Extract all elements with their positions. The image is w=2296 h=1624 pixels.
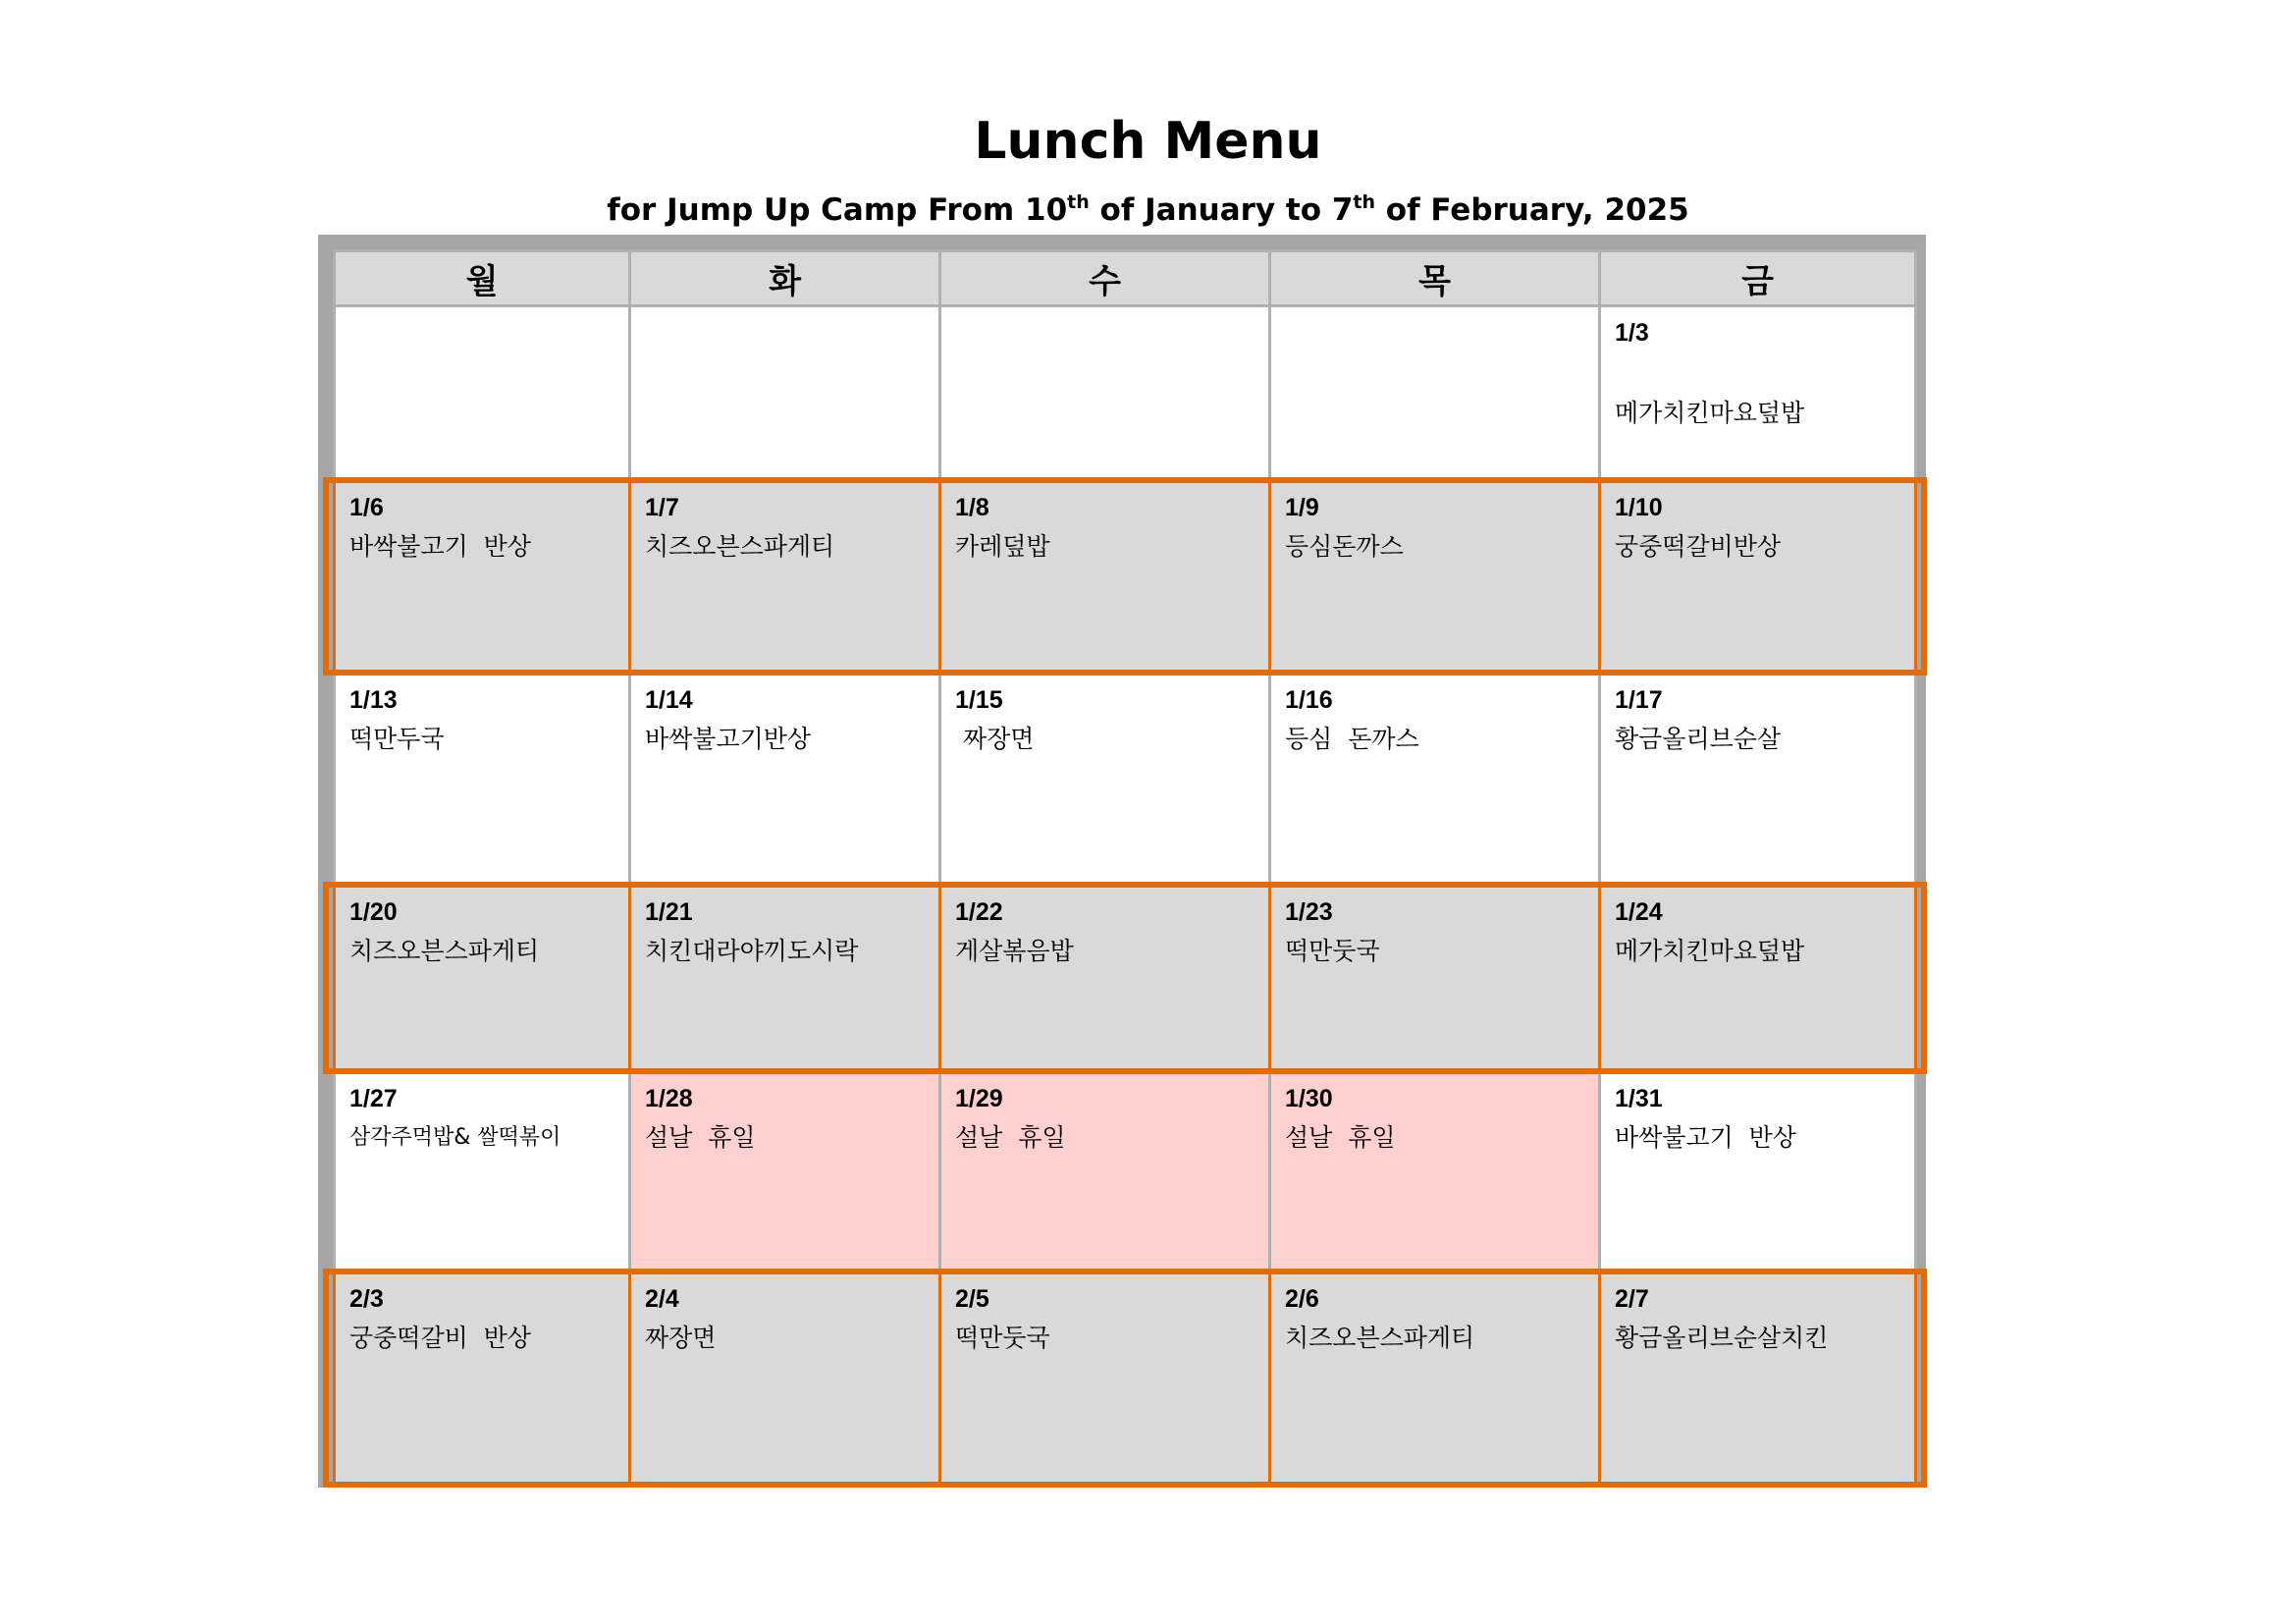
day-cell [940, 1272, 1270, 1485]
weekday-header-tue: 화 [630, 251, 940, 306]
subtitle-sup-2: th [1353, 191, 1376, 213]
day-date: 1/22 [955, 898, 1003, 926]
day-cell [940, 886, 1270, 1072]
day-meal: 떡만둣국 [955, 1324, 1050, 1352]
week-row-3 [335, 674, 1916, 886]
day-date: 1/7 [645, 494, 679, 521]
day-meal: 설날 휴일 [1285, 1123, 1396, 1152]
subtitle-middle: of January to 7 [1089, 192, 1354, 228]
week-row-1 [335, 306, 1916, 481]
weekday-header-thu: 목 [1270, 251, 1600, 306]
day-meal: 치킨대라야끼도시락 [645, 937, 859, 965]
day-date: 1/27 [349, 1085, 398, 1112]
day-meal: 설날 휴일 [645, 1123, 756, 1152]
holiday-cell [1270, 1072, 1600, 1272]
day-date: 1/29 [955, 1085, 1003, 1112]
day-meal: 짜장면 [645, 1324, 717, 1352]
day-date: 1/13 [349, 686, 398, 714]
day-cell [1270, 674, 1600, 886]
lunch-calendar-table [333, 249, 1917, 1486]
day-cell [1600, 306, 1916, 481]
day-meal: 바싹불고기 반상 [1615, 1123, 1796, 1152]
day-date: 1/14 [645, 686, 693, 714]
subtitle-prefix: for Jump Up Camp From 10 [607, 192, 1068, 228]
day-date: 1/20 [349, 898, 398, 926]
day-cell [940, 674, 1270, 886]
week-row-4 [335, 886, 1916, 1072]
day-meal: 궁중떡갈비 반상 [349, 1324, 531, 1352]
day-cell [1270, 306, 1600, 481]
day-date: 1/17 [1615, 686, 1663, 714]
day-date: 1/30 [1285, 1085, 1333, 1112]
day-meal: 황금올리브순살 [1615, 725, 1782, 753]
day-date: 1/10 [1615, 494, 1663, 521]
week-row-2 [335, 481, 1916, 674]
day-cell [335, 1272, 630, 1485]
day-date: 2/7 [1615, 1285, 1649, 1313]
day-meal: 황금올리브순살치킨 [1615, 1324, 1829, 1352]
week-row-5 [335, 1072, 1916, 1272]
day-date: 1/9 [1285, 494, 1319, 521]
day-date: 2/6 [1285, 1285, 1319, 1313]
day-date: 1/8 [955, 494, 989, 521]
day-cell [1600, 1072, 1916, 1272]
weekday-header-wed: 수 [940, 251, 1270, 306]
day-date: 1/16 [1285, 686, 1333, 714]
day-cell [630, 674, 940, 886]
day-date: 2/3 [349, 1285, 384, 1313]
day-cell [1270, 481, 1600, 674]
day-meal: 바싹불고기반상 [645, 725, 812, 753]
page-title: Lunch Menu [974, 112, 1322, 171]
subtitle-sup-1: th [1067, 191, 1090, 213]
day-meal: 카레덮밥 [955, 532, 1050, 561]
day-cell [630, 1272, 940, 1485]
day-meal: 메가치킨마요덮밥 [1615, 399, 1805, 427]
weekday-header-row [335, 251, 1916, 306]
day-date: 1/28 [645, 1085, 693, 1112]
day-cell [1600, 674, 1916, 886]
week-row-6 [335, 1272, 1916, 1485]
day-date: 2/5 [955, 1285, 989, 1313]
day-date: 1/21 [645, 898, 693, 926]
day-date: 1/6 [349, 494, 384, 521]
day-cell [335, 674, 630, 886]
day-cell [940, 306, 1270, 481]
day-cell [1600, 481, 1916, 674]
day-meal: 궁중떡갈비반상 [1615, 532, 1782, 561]
day-meal: 설날 휴일 [955, 1123, 1066, 1152]
day-date: 1/31 [1615, 1085, 1663, 1112]
day-cell [630, 886, 940, 1072]
day-cell [335, 886, 630, 1072]
day-cell [1270, 1272, 1600, 1485]
day-cell [1270, 886, 1600, 1072]
day-cell [335, 306, 630, 481]
day-meal: 게살볶음밥 [955, 937, 1074, 965]
holiday-cell [630, 1072, 940, 1272]
day-cell [630, 306, 940, 481]
day-meal: 등심 돈까스 [1285, 725, 1419, 753]
weekday-header-mon: 월 [335, 251, 630, 306]
day-cell [940, 481, 1270, 674]
holiday-cell [940, 1072, 1270, 1272]
day-cell [1600, 1272, 1916, 1485]
day-meal: 치즈오븐스파게티 [349, 937, 540, 965]
day-meal: 치즈오븐스파게티 [1285, 1324, 1475, 1352]
day-meal: 바싹불고기 반상 [349, 532, 531, 561]
day-meal: 메가치킨마요덮밥 [1615, 937, 1805, 965]
day-meal: 삼각주먹밥& 쌀떡볶이 [349, 1125, 561, 1150]
subtitle-suffix: of February, 2025 [1375, 192, 1689, 228]
day-date: 1/23 [1285, 898, 1333, 926]
weekday-header-fri: 금 [1600, 251, 1916, 306]
day-meal: 짜장면 [955, 725, 1035, 753]
day-meal: 떡만두국 [349, 725, 445, 753]
day-date: 1/3 [1615, 319, 1649, 347]
day-meal: 떡만둣국 [1285, 937, 1380, 965]
day-date: 2/4 [645, 1285, 679, 1313]
day-cell [630, 481, 940, 674]
day-cell [1600, 886, 1916, 1072]
day-date: 1/24 [1615, 898, 1663, 926]
page-subtitle [0, 189, 2296, 232]
day-date: 1/15 [955, 686, 1003, 714]
day-cell [335, 481, 630, 674]
day-meal: 치즈오븐스파게티 [645, 532, 835, 561]
day-meal: 등심돈까스 [1285, 532, 1404, 561]
day-cell [335, 1072, 630, 1272]
